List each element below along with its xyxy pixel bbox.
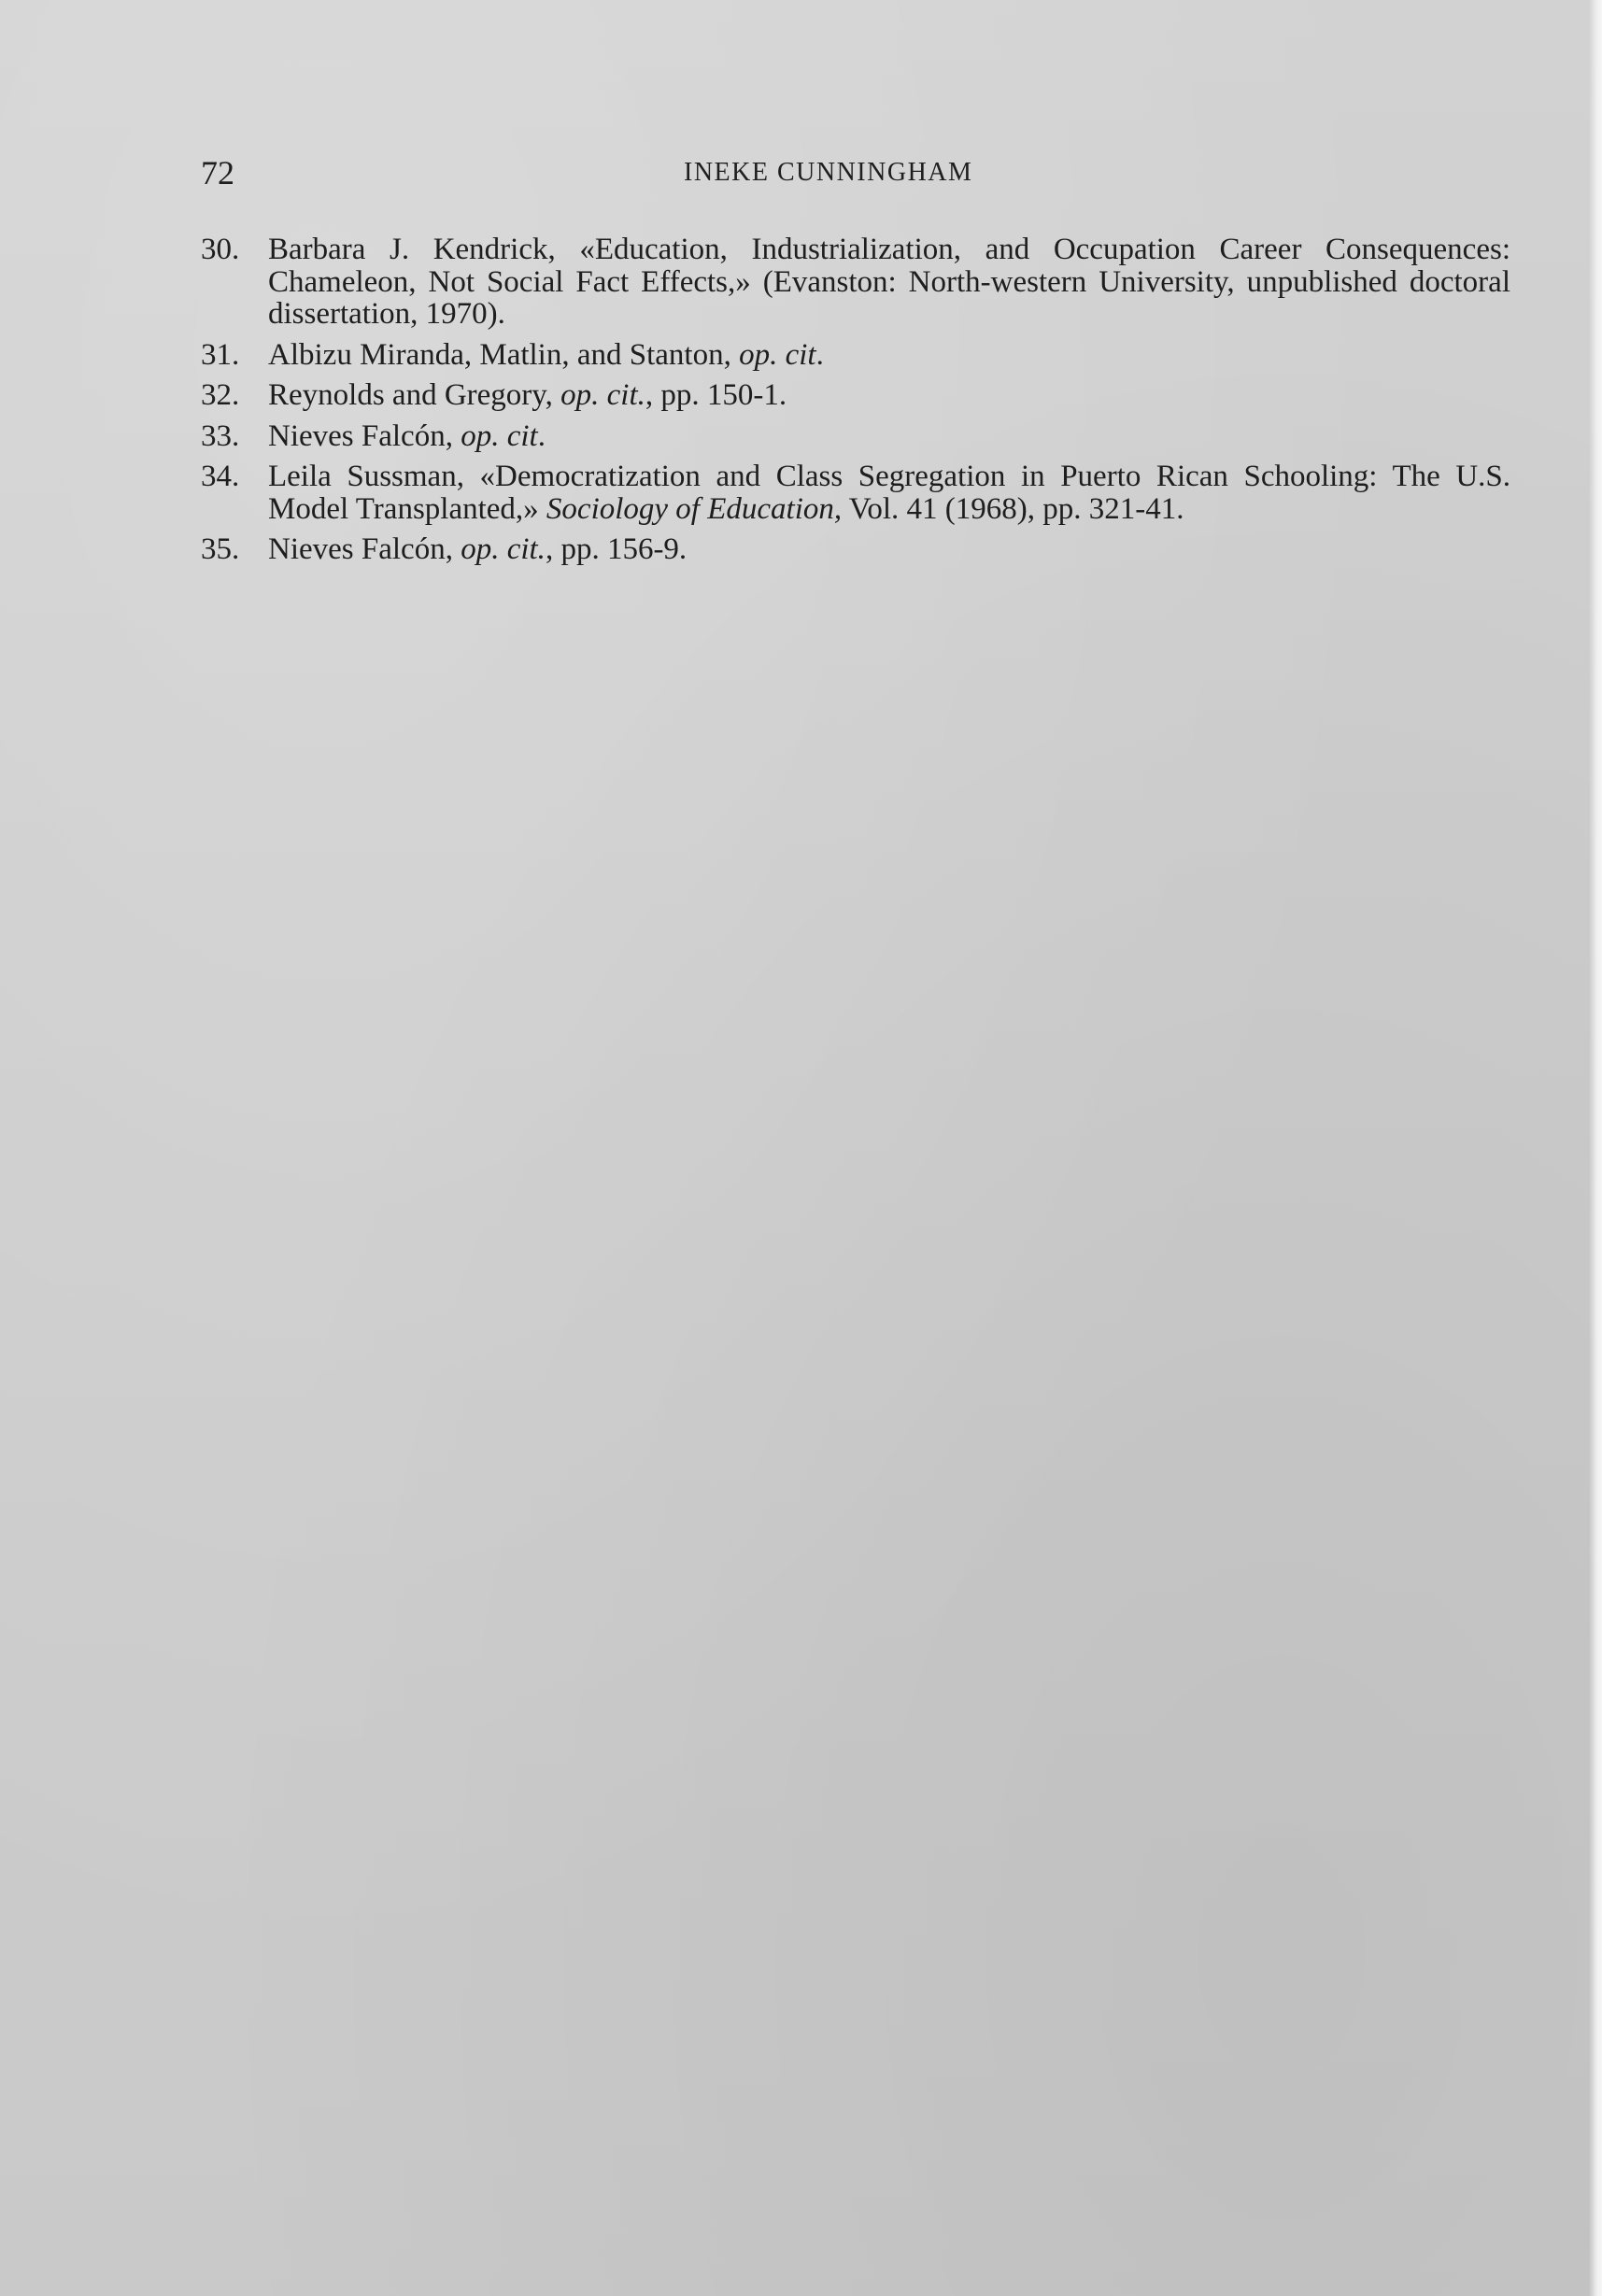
running-head xyxy=(201,149,1509,196)
endnote-text-part: , pp. 156-9. xyxy=(545,532,688,566)
endnote-text xyxy=(268,532,687,566)
endnote-italic-part: op. cit. xyxy=(560,378,645,412)
page-edge xyxy=(1589,0,1602,2296)
endnote-text-part: Leila Sussman, «Democratization and Class Segregation in Puerto Rican Schooling: The U.S. Model Transplanted,» xyxy=(268,460,1510,526)
endnote-31 xyxy=(201,339,1510,372)
endnote-number: 31. xyxy=(201,337,240,372)
endnote-italic-part: Sociology of Education, xyxy=(546,491,843,526)
endnote-text-part: Nieves Falcón, xyxy=(268,532,461,566)
endnote-number: 34. xyxy=(201,460,240,493)
endnote-35 xyxy=(201,533,1510,566)
endnote-text-part: Nieves Falcón, xyxy=(268,418,461,453)
endnote-number: 30. xyxy=(201,233,240,266)
endnote-32 xyxy=(201,379,1510,412)
endnote-text xyxy=(268,419,546,453)
endnote-text-part: , pp. 150-1. xyxy=(645,378,787,412)
endnote-34 xyxy=(201,461,1510,525)
endnote-italic-part: op. cit. xyxy=(461,532,546,566)
endnote-30 xyxy=(201,234,1510,331)
endnote-text-part: . xyxy=(537,418,546,453)
endnote-text-part: Reynolds and Gregory, xyxy=(268,378,561,412)
endnote-text-part: . xyxy=(815,337,824,372)
endnotes-list xyxy=(201,234,1510,574)
running-title: INEKE CUNNINGHAM xyxy=(684,158,973,187)
endnote-text: Barbara J. Kendrick, «Education, Industrialization, and Occupation Career Consequences: Chameleon, Not Social Fact Effects,» (Evanston: North-western University, unpublished doctoral dissertation, 1970). xyxy=(268,233,1510,331)
endnote-text xyxy=(268,460,1510,526)
endnote-number: 33. xyxy=(201,418,240,453)
endnote-italic-part: op. cit xyxy=(461,418,538,453)
endnote-text-part: Albizu Miranda, Matlin, and Stanton, xyxy=(268,337,740,372)
endnote-text xyxy=(268,338,824,372)
endnote-number: 32. xyxy=(201,378,240,412)
endnote-text xyxy=(268,378,787,412)
endnote-number: 35. xyxy=(201,532,240,566)
endnote-33 xyxy=(201,420,1510,453)
endnote-italic-part: op. cit xyxy=(739,337,816,372)
page-number: 72 xyxy=(201,154,234,191)
endnote-text-part: Vol. 41 (1968), pp. 321-41. xyxy=(842,491,1184,526)
